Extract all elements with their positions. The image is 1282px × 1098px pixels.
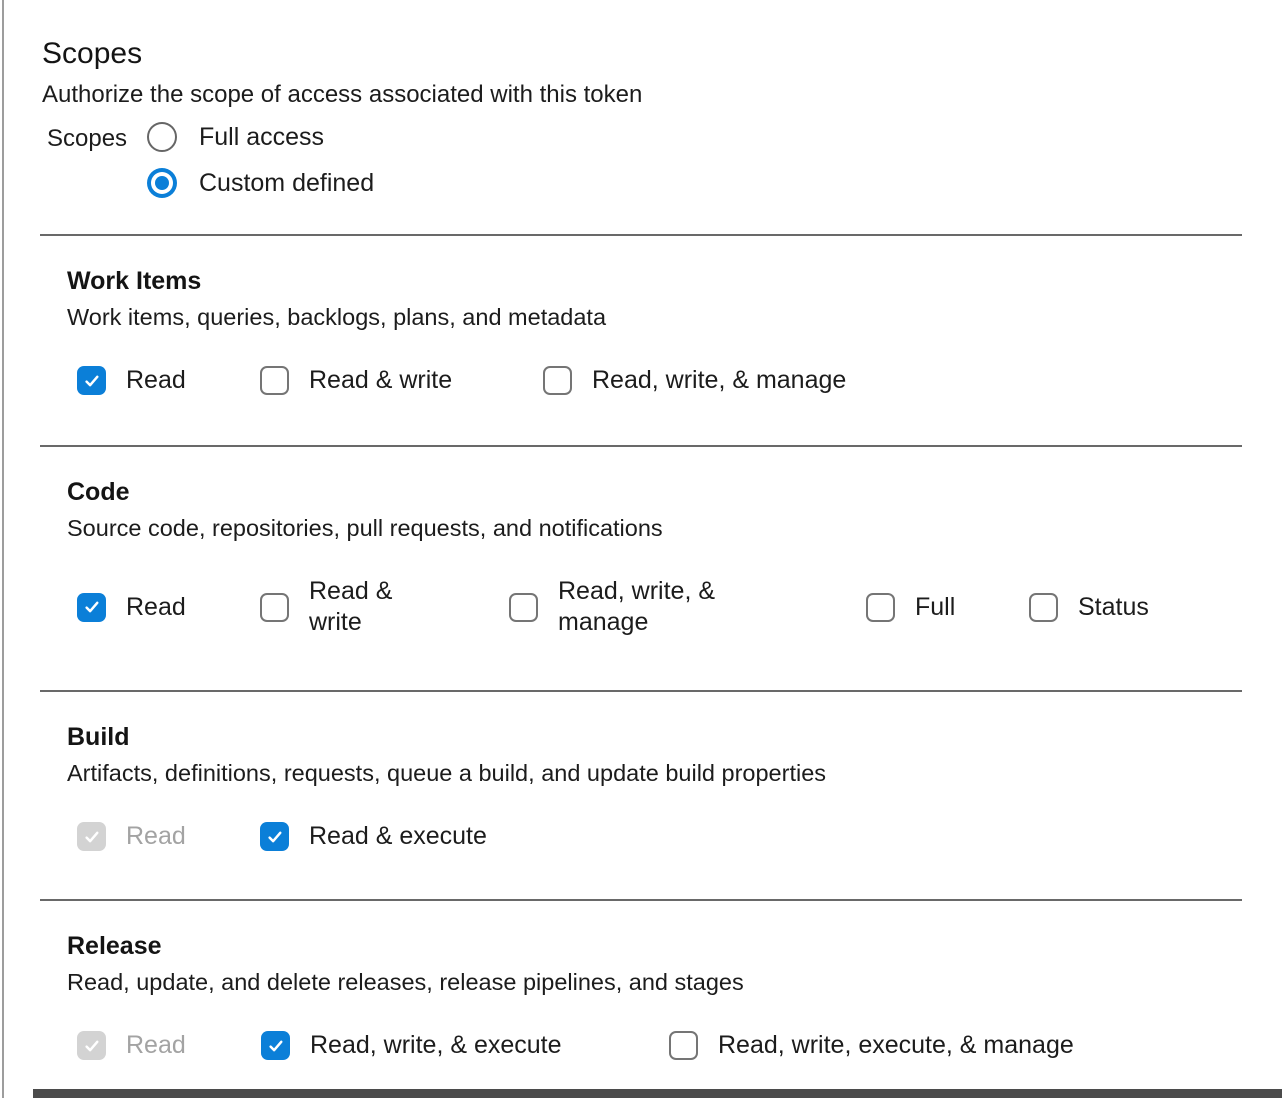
check-icon xyxy=(267,1037,285,1055)
checkbox-label[interactable]: Read & write xyxy=(309,577,393,636)
checkbox-unchecked[interactable] xyxy=(509,593,538,622)
check-icon xyxy=(83,372,101,390)
checkbox-option-read[interactable] xyxy=(77,365,260,396)
section-description: Read, update, and delete releases, release pipelines, and stages xyxy=(67,969,744,995)
checkbox-option-read-write[interactable] xyxy=(260,576,509,638)
checkbox-checked[interactable] xyxy=(261,1031,290,1060)
section-title: Release xyxy=(67,932,162,960)
section-title: Build xyxy=(67,723,130,751)
build-options xyxy=(67,821,1282,852)
checkbox-unchecked[interactable] xyxy=(543,366,572,395)
checkbox-option-read-write-execute-manage[interactable] xyxy=(669,1030,1074,1061)
code-options xyxy=(67,576,1282,638)
checkbox-option-status[interactable] xyxy=(1029,592,1149,623)
checkbox-option-read-disabled xyxy=(77,821,260,852)
scopes-field-row xyxy=(42,122,1282,198)
radio-unselected-icon[interactable] xyxy=(147,122,177,152)
section-description: Source code, repositories, pull requests, and notifications xyxy=(67,515,663,541)
check-icon xyxy=(83,1037,101,1055)
checkbox-label[interactable]: Full xyxy=(915,592,956,621)
section-description: Work items, queries, backlogs, plans, and metadata xyxy=(67,304,607,330)
checkbox-option-read-write-execute[interactable] xyxy=(261,1030,669,1061)
page-title: Scopes xyxy=(42,37,143,70)
checkbox-checked[interactable] xyxy=(77,366,106,395)
page-subtitle: Authorize the scope of access associated with this token xyxy=(42,81,643,108)
work-items-options xyxy=(67,365,1282,396)
checkbox-label: Read xyxy=(126,1031,186,1059)
checkbox-option-read-execute[interactable] xyxy=(260,821,487,852)
checkbox-label[interactable]: Read, write, & manage xyxy=(592,366,847,394)
checkbox-label[interactable]: Read, write, & execute xyxy=(310,1031,562,1059)
checkbox-label[interactable]: Status xyxy=(1078,592,1149,621)
checkbox-label[interactable]: Read, write, execute, & manage xyxy=(718,1031,1074,1059)
checkbox-option-read-disabled xyxy=(77,1030,261,1061)
radio-selected-icon[interactable] xyxy=(147,168,177,198)
panel-left-edge xyxy=(2,0,4,1098)
checkbox-option-read-write[interactable] xyxy=(260,365,543,396)
radio-label[interactable]: Custom defined xyxy=(199,168,375,197)
section-work-items xyxy=(0,236,1282,445)
section-code xyxy=(0,447,1282,690)
radio-label[interactable]: Full access xyxy=(199,122,325,151)
radio-option-custom-defined[interactable] xyxy=(147,168,374,198)
checkbox-label[interactable]: Read xyxy=(126,366,186,394)
checkbox-checked-disabled xyxy=(77,822,106,851)
checkbox-unchecked[interactable] xyxy=(866,593,895,622)
section-description: Artifacts, definitions, requests, queue a build, and update build properties xyxy=(67,760,827,786)
checkbox-label[interactable]: Read & execute xyxy=(309,822,487,850)
section-title: Code xyxy=(67,478,130,506)
checkbox-label[interactable]: Read & write xyxy=(309,366,453,394)
scopes-header xyxy=(0,0,1282,198)
checkbox-unchecked[interactable] xyxy=(669,1031,698,1060)
section-build xyxy=(0,692,1282,899)
checkbox-option-read-write-manage[interactable] xyxy=(543,365,846,396)
scopes-field-label: Scopes xyxy=(47,125,128,152)
checkbox-checked[interactable] xyxy=(77,593,106,622)
check-icon xyxy=(83,828,101,846)
checkbox-label: Read xyxy=(126,822,186,850)
checkbox-unchecked[interactable] xyxy=(1029,593,1058,622)
scopes-radio-group xyxy=(147,122,374,198)
checkbox-option-full[interactable] xyxy=(866,592,1029,623)
checkbox-checked[interactable] xyxy=(260,822,289,851)
checkbox-label[interactable]: Read, write, & manage xyxy=(558,577,716,636)
check-icon xyxy=(83,598,101,616)
release-options xyxy=(67,1030,1282,1061)
section-release xyxy=(0,901,1282,1061)
checkbox-checked-disabled xyxy=(77,1031,106,1060)
checkbox-option-read[interactable] xyxy=(77,592,260,623)
checkbox-unchecked[interactable] xyxy=(260,366,289,395)
radio-ring xyxy=(151,172,173,194)
section-title: Work Items xyxy=(67,267,202,295)
radio-dot xyxy=(155,176,169,190)
checkbox-label[interactable]: Read xyxy=(126,592,186,621)
next-section-divider-edge xyxy=(33,1089,1282,1098)
checkbox-unchecked[interactable] xyxy=(260,593,289,622)
checkbox-option-read-write-manage[interactable] xyxy=(509,576,866,638)
check-icon xyxy=(266,828,284,846)
radio-option-full-access[interactable] xyxy=(147,122,374,152)
